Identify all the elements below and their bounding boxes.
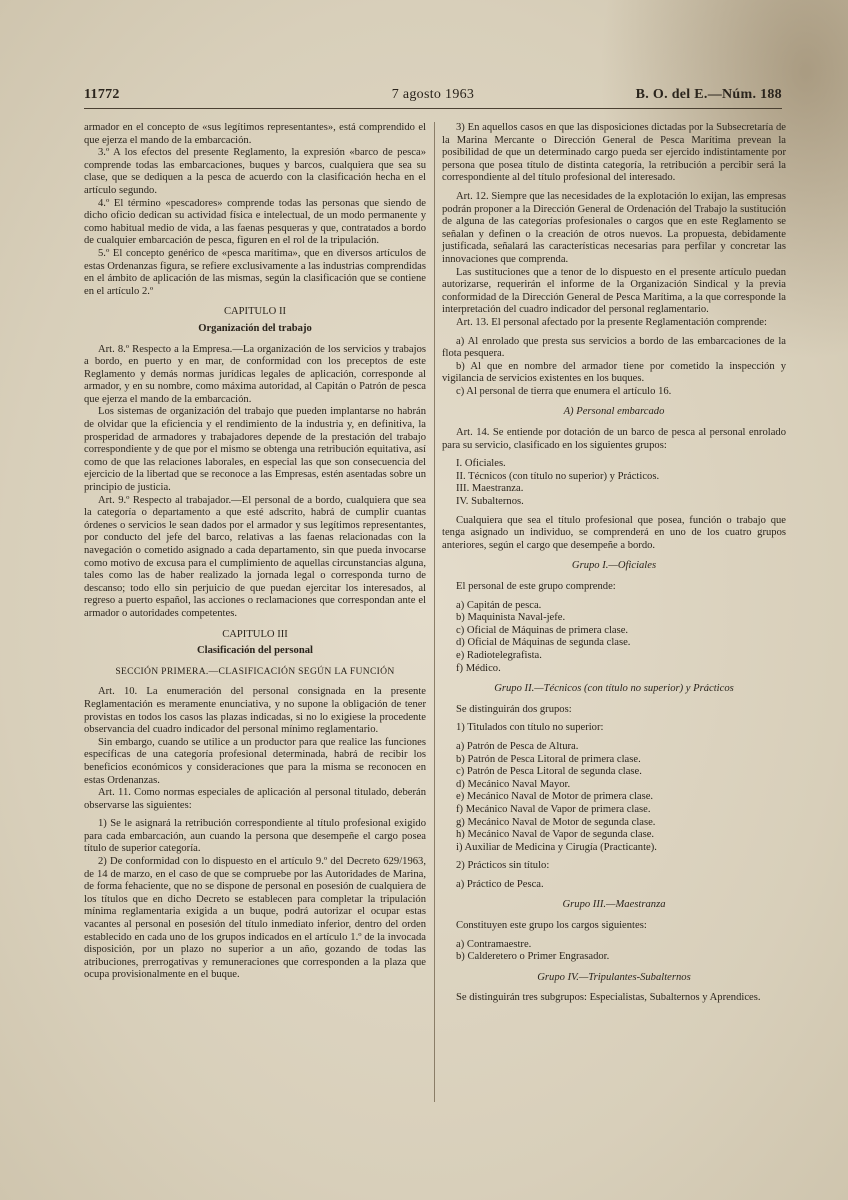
group-heading: Grupo IV.—Tripulantes-Subalternos: [537, 971, 691, 983]
paragraph: c) Patrón de Pesca Litoral de segunda clase.: [456, 766, 642, 778]
paragraph: Los sistemas de organización del trabajo que pueden implantarse no habrán de olvidar que la eficiencia y el rendimiento de la industria y, en definitiva, la prosperidad de armadores y trabajadores depende de la prestación del trabajo correspondiente y de que por el mismo se obtenga una retribución equitativa, así como de que las relaciones laborales, en especial las que son consecuencia del ejercicio de la libertad que se reconoce a las Empresas, estén asentadas sobre un principio de justicia.: [84, 406, 426, 494]
paragraph: 5.º El concepto genérico de «pesca marítima», que en diversos artículos de estas Ordenanzas figura, se refiere exclusivamente a las industrias comprendidas en el ámbito de aplicación de las mismas, según la clasificación que se contiene en el artículo 2.º: [84, 247, 426, 297]
paragraph: g) Mecánico Naval de Motor de segunda clase.: [456, 816, 656, 828]
paragraph: h) Mecánico Naval de Vapor de segunda clase.: [456, 829, 655, 841]
paragraph: b) Calderetero o Primer Engrasador.: [456, 951, 610, 963]
paragraph: a) Al enrolado que presta sus servicios a bordo de las embarcaciones de la flota pesquera.: [442, 335, 786, 360]
group-heading: Grupo I.—Oficiales: [571, 560, 657, 572]
paragraph: a) Práctico de Pesca.: [456, 878, 544, 890]
list-item: I. Oficiales.: [456, 458, 506, 470]
paragraph: c) Oficial de Máquinas de primera clase.: [456, 624, 629, 636]
column-divider: [434, 122, 435, 1102]
group-heading: Grupo II.—Técnicos (con título no superior) y Prácticos: [494, 683, 734, 695]
paragraph: El personal de este grupo comprende:: [456, 581, 616, 592]
paragraph: a) Contramaestre.: [456, 938, 532, 950]
paragraph: c) Al personal de tierra que enumera el artículo 16.: [456, 385, 672, 397]
paragraph: a) Patrón de Pesca de Altura.: [456, 740, 579, 752]
paragraph: 1) Titulados con título no superior:: [456, 722, 604, 734]
chapter-heading: CAPITULO III: [222, 628, 288, 640]
paragraph: 2) Prácticos sin título:: [456, 860, 550, 872]
paragraph: Cualquiera que sea el título profesional que posea, función o trabajo que tenga asignado un individuo, se comprenderá en uno de los cuatro grupos anteriores, según el cargo que desempeñe a bordo.: [442, 514, 786, 551]
section-heading: SECCIÓN PRIMERA.—CLASIFICACIÓN SEGÚN LA FUNCIÓN: [115, 665, 395, 677]
paragraph: e) Mecánico Naval de Motor de primera clase.: [456, 791, 654, 803]
paragraph: f) Médico.: [456, 662, 501, 674]
chapter-title: Organización del trabajo: [198, 322, 312, 334]
publication-name: B. O. del E.—Núm. 188: [635, 87, 782, 102]
paragraph: i) Auxiliar de Medicina y Cirugía (Practicante).: [456, 841, 657, 853]
paragraph: Las sustituciones que a tenor de lo dispuesto en el presente artículo puedan autorizarse, requerirán el informe de la Organización Sindical y la previa conformidad de la Dirección General de Pesca Marítima, a la que corresponde la interpretación del cuadro indicador del personal reglamentario.: [442, 266, 786, 316]
paragraph: 3.º A los efectos del presente Reglamento, la expresión «barco de pesca» comprende todas las embarcaciones, buques y barcos, cualquiera que sea su clase, que se dediquen a la pesca de acuerdo con la clasificación hecha en el artículo segundo.: [84, 147, 426, 196]
paragraph: Art. 12. Siempre que las necesidades de la explotación lo exijan, las empresas podrán proponer a la Dirección General de Ordenación del Trabajo la sustitución de alguna de las categorías profesionales o cargos que en este Reglamento se señalan y definen o la creación de otros nuevos. La propuesta, debidamente justificada, señalará las características necesarias para perfilar y concretar las innovaciones que comprenda.: [442, 190, 786, 265]
paragraph: armador en el concepto de «sus legítimos representantes», está comprendido el que ejerza el mando de la embarcación.: [84, 122, 426, 146]
paragraph: Art. 14. Se entiende por dotación de un barco de pesca al personal enrolado para su servicio, clasificado en los siguientes grupos:: [442, 427, 786, 451]
paragraph: b) Maquinista Naval-jefe.: [456, 612, 566, 624]
chapter-heading: CAPITULO II: [223, 306, 287, 318]
page-header: [84, 87, 782, 107]
paragraph: f) Mecánico Naval de Vapor de primera clase.: [456, 803, 651, 815]
list-item: IV. Subalternos.: [456, 496, 524, 508]
issue-date: 7 agosto 1963: [391, 87, 475, 102]
right-column: [442, 122, 786, 1005]
paragraph: b) Al que en nombre del armador tiene por cometido la inspección y vigilancia de servicios existentes en los buques.: [442, 360, 786, 385]
paragraph: e) Radiotelegrafista.: [456, 649, 542, 661]
paragraph: Art. 8.º Respecto a la Empresa.—La organización de los servicios y trabajos a bordo, en puerto y en mar, de conformidad con los preceptos de este Reglamento y demás normas jurídicas legales de aplicación, corresponde al armador, y en su nombre, como máxima autoridad, al Capitán o Patrón de pesca que ejerza el mando de la embarcación.: [84, 343, 426, 405]
paragraph: Se distinguirán tres subgrupos: Especialistas, Subalternos y Aprendices.: [456, 992, 761, 1004]
paragraph: b) Patrón de Pesca Litoral de primera clase.: [456, 753, 641, 765]
paragraph: a) Capitán de pesca.: [456, 599, 542, 611]
paragraph: 3) En aquellos casos en que las disposiciones dictadas por la Subsecretaría de la Marina Mercante o Dirección General de Pesca Marítima prevean la posibilidad de que un determinado cargo pueda ser ejercido indistintamente por persona que posea título de distinta categoría, la retribución a percibir será la correspondiente al del título profesional del interesado.: [442, 122, 786, 184]
paragraph: 4.º El término «pescadores» comprende todas las personas que siendo de dicho oficio dedican su actividad física e intelectual, de un modo permanente y como habitual medio de vida, a las faenas pesqueras y que, contratados a bordo de cualquier embarcación de pesca, figuren en el rol de la tripulación.: [84, 197, 426, 247]
group-heading: Grupo III.—Maestranza: [562, 899, 666, 911]
paragraph: d) Oficial de Máquinas de segunda clase.: [456, 637, 631, 649]
paragraph: Art. 13. El personal afectado por la presente Reglamentación comprende:: [456, 316, 767, 328]
header-rule: [84, 108, 782, 109]
paragraph: 1) Se le asignará la retribución correspondiente al título profesional exigido para cada embarcación, aun cuando la persona que desempeñe el cargo posea título de superior categoría.: [84, 818, 426, 855]
paragraph: Se distinguirán dos grupos:: [456, 703, 572, 715]
paragraph: Art. 9.º Respecto al trabajador.—El personal de a bordo, cualquiera que sea la categoría o departamento a que esté adscrito, habrá de cumplir cuantas órdenes o servicios le sean dados por el armador y sus legítimos representantes, por conducto del jefe del barco, relativas a las faenas relacionadas con la navegación o cometido asignado a cada departamento, sin que pueda invocarse como motivo de excusa para el cumplimiento de aquellas circunstancias alguna, tales como las de haber realizado la jornada legal o corresponda turno de descanso; todo ello sin perjuicio de que puedan ejercitar los interesados, al regreso a puerto español, las acciones o reclamaciones que correspondan ante el armador o autoridades competentes.: [84, 494, 426, 619]
paragraph: Art. 11. Como normas especiales de aplicación al personal titulado, deberán observarse las siguientes:: [84, 787, 426, 811]
paragraph: Art. 10. La enumeración del personal consignada en la presente Reglamentación es meramente enunciativa, y no supone la obligación de tener provistas en todos los casos las plazas indicadas, si no lo exigiese la procedente observancia del cuadro indicador del personal mínimo reglamentario.: [84, 686, 426, 736]
paragraph: Constituyen este grupo los cargos siguientes:: [456, 920, 647, 932]
paragraph: Sin embargo, cuando se utilice a un productor para que realice las funciones específicas de una categoría profesional determinada, habrá de recibir los beneficios económicos y consideraciones que para la misma se reconocen en estas Ordenanzas.: [84, 736, 426, 786]
left-column: [84, 122, 426, 982]
list-item: II. Técnicos (con título no superior) y Prácticos.: [456, 470, 660, 482]
list-item: III. Maestranza.: [456, 483, 524, 495]
page-number: 11772: [84, 87, 120, 102]
group-heading: A) Personal embarcado: [563, 406, 665, 418]
chapter-title: Clasificación del personal: [197, 645, 313, 657]
paragraph: 2) De conformidad con lo dispuesto en el artículo 9.º del Decreto 629/1963, de 14 de marzo, en el caso de que se compruebe por las Autoridades de Marina, de forma fehaciente, que no se dispone de personal en posesión de cualquiera de los títulos que en dicho Decreto se establecen para completar la tripulación mínima reglamentaria exigida a un buque, podrá autorizar el ocupar estas vacantes al personal en posesión del título inmediato inferior, dentro del orden establecido en cada uno de los grupos indicados en el artículo 1.º de la invocada disposición, por un plazo no superior a un año, gozando de todas las atribuciones, prerrogativas y remuneraciones que corresponden a la plaza que ocupa provisionalmente en el buque.: [84, 856, 426, 981]
paragraph: d) Mecánico Naval Mayor.: [456, 778, 571, 790]
